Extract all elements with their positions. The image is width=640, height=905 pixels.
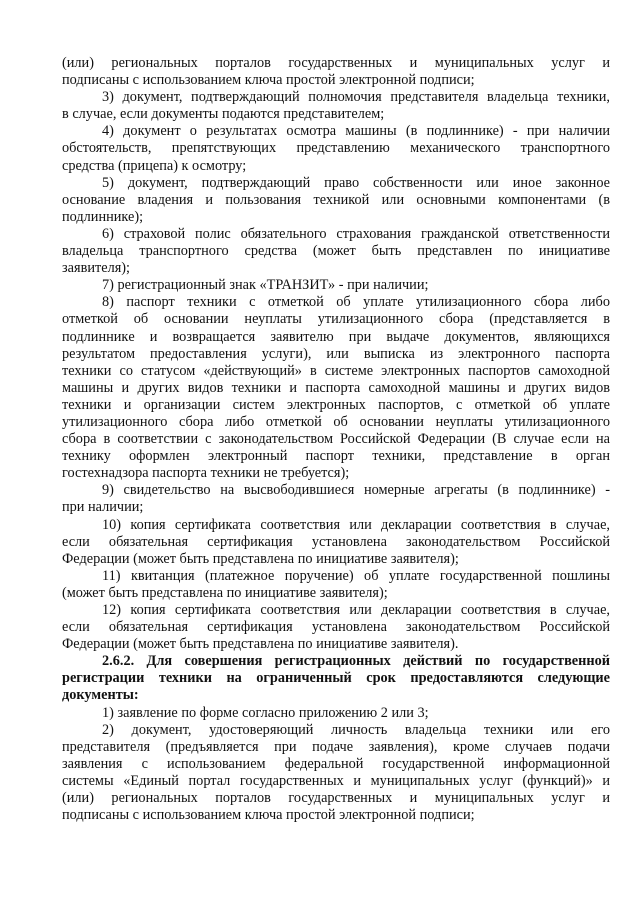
text-line: представителя (предъявляется при подаче заявления), кроме случаев подачи bbox=[62, 738, 610, 755]
text-line: обстоятельств, препятствующих представлению механического транспортного bbox=[62, 140, 610, 157]
text-line: сбора в соответствии с законодательством Российской Федерации (В случае если на bbox=[62, 431, 610, 448]
text-line: средства (прицепа) к осмотру; bbox=[62, 157, 247, 174]
text-line: машины и других видов техники и паспорта самоходной машины и других видов bbox=[62, 379, 610, 396]
text-line: технику оформлен электронный паспорт техники, представление в орган bbox=[62, 448, 610, 465]
section-heading-line: 2.6.2. Для совершения регистрационных действий по государственной bbox=[102, 653, 610, 670]
text-line: подлиннике); bbox=[62, 208, 144, 225]
document-page bbox=[62, 55, 610, 824]
text-line: если обязательная сертификация установлена законодательством Российской bbox=[62, 533, 610, 550]
text-line: 1) заявление по форме согласно приложению 2 или 3; bbox=[102, 704, 429, 721]
text-line: подписаны с использованием ключа простой электронной подписи; bbox=[62, 72, 475, 89]
text-line: техники и организации систем электронных паспортов, с отметкой об уплате bbox=[62, 396, 610, 413]
text-line: 7) регистрационный знак «ТРАНЗИТ» - при наличии; bbox=[102, 277, 429, 294]
text-line: результатом предоставления услуги), или выписка из электронного паспорта bbox=[62, 345, 610, 362]
text-line: 9) свидетельство на высвободившиеся номерные агрегаты (в подлиннике) - bbox=[102, 482, 610, 499]
section-heading-line: регистрации техники на ограниченный срок предоставляются следующие bbox=[62, 670, 610, 687]
text-line: 8) паспорт техники с отметкой об уплате утилизационного сбора либо bbox=[102, 294, 610, 311]
text-line: утилизационного сбора либо отметкой об основании неуплаты утилизационного bbox=[62, 413, 610, 430]
text-line: (может быть представлена по инициативе заявителя); bbox=[62, 584, 388, 601]
text-line: отметкой об основании неуплаты утилизационного сбора (представляется в bbox=[62, 311, 610, 328]
text-line: заявления с использованием федеральной государственной информационной bbox=[62, 755, 610, 772]
text-line: 6) страховой полис обязательного страхования гражданской ответственности bbox=[102, 225, 610, 242]
text-line: владельца транспортного средства (может быть представлен по инициативе bbox=[62, 243, 610, 260]
text-line: 10) копия сертификата соответствия или декларации соответствия в случае, bbox=[102, 516, 610, 533]
text-line: Федерации (может быть представлена по инициативе заявителя). bbox=[62, 636, 459, 653]
text-line: гостехнадзора паспорта техники не требуется); bbox=[62, 465, 350, 482]
text-line: 11) квитанция (платежное поручение) об уплате государственной пошлины bbox=[102, 567, 610, 584]
text-line: при наличии; bbox=[62, 499, 144, 516]
text-line: 4) документ о результатах осмотра машины (в подлиннике) - при наличии bbox=[102, 123, 610, 140]
text-line: 2) документ, удостоверяющий личность владельца техники или его bbox=[102, 721, 610, 738]
text-line: (или) региональных порталов государственных и муниципальных услуг и bbox=[62, 790, 610, 807]
text-line: Федерации (может быть представлена по инициативе заявителя); bbox=[62, 550, 459, 567]
text-line: подписаны с использованием ключа простой электронной подписи; bbox=[62, 807, 475, 824]
text-line: если обязательная сертификация установлена законодательством Российской bbox=[62, 619, 610, 636]
text-line: 5) документ, подтверждающий право собственности или иное законное bbox=[102, 174, 610, 191]
text-line: заявителя); bbox=[62, 260, 131, 277]
text-line: (или) региональных порталов государственных и муниципальных услуг и bbox=[62, 55, 610, 71]
text-line: 12) копия сертификата соответствия или декларации соответствия в случае, bbox=[102, 602, 610, 618]
text-line: 3) документ, подтверждающий полномочия представителя владельца техники, bbox=[102, 89, 610, 106]
text-line: техники со статусом «действующий» в системе электронных паспортов самоходной bbox=[62, 362, 610, 379]
text-line: в случае, если документы подаются представителем; bbox=[62, 106, 385, 123]
text-line: основание владения и пользования техникой или основными компонентами (в bbox=[62, 191, 610, 208]
text-line: системы «Единый портал государственных и муниципальных услуг (функций)» и bbox=[62, 772, 610, 789]
section-heading-line: документы: bbox=[62, 687, 139, 704]
text-line: подлинникe и возвращается заявителю при выдаче документов, являющихся bbox=[62, 328, 610, 345]
